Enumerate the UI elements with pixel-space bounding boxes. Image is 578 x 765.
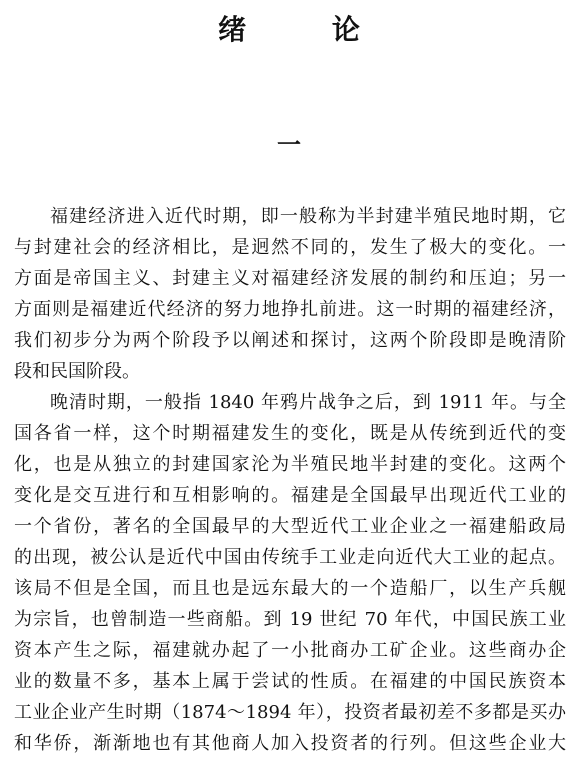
text-line: 和华侨，渐渐地也有其他商人加入投资者的行列。但这些企业大 <box>14 733 566 754</box>
text-line: 一个省份，著名的全国最早的大型近代工业企业之一福建船政局 <box>14 516 566 537</box>
section-number: 一 <box>277 131 301 159</box>
text-line: 方面则是福建近代经济的努力地挣扎前进。这一时期的福建经济， <box>14 299 566 320</box>
text-line: 国各省一样，这个时期福建发生的变化，既是从传统到近代的变 <box>14 423 566 444</box>
text-line: 化，也是从独立的封建国家沦为半殖民地半封建的变化。这两个 <box>14 454 566 475</box>
text-line: 为宗旨，也曾制造一些商船。到 19 世纪 70 年代，中国民族工业 <box>14 609 566 630</box>
chapter-title: 绪 论 <box>218 13 398 46</box>
body-text <box>14 201 566 759</box>
text-line: 与封建社会的经济相比，是迥然不同的，发生了极大的变化。一 <box>14 237 566 258</box>
text-line: 的出现，被公认是近代中国由传统手工业走向近代大工业的起点。 <box>14 547 566 568</box>
text-line: 福建经济进入近代时期，即一般称为半封建半殖民地时期，它 <box>50 206 566 227</box>
text-line: 晚清时期，一般指 1840 年鸦片战争之后，到 1911 年。与全 <box>50 392 566 413</box>
text-line: 工业企业产生时期（1874～1894 年），投资者最初差不多都是买办 <box>14 702 566 723</box>
text-line: 该局不但是全国，而且也是远东最大的一个造船厂，以生产兵舰 <box>14 578 566 599</box>
text-line: 方面是帝国主义、封建主义对福建经济发展的制约和压迫；另一 <box>14 268 566 289</box>
text-line: 变化是交互进行和互相影响的。福建是全国最早出现近代工业的 <box>14 485 566 506</box>
text-line: 段和民国阶段。 <box>14 361 140 382</box>
text-line: 业的数量不多，基本上属于尝试的性质。在福建的中国民族资本 <box>14 671 566 692</box>
text-line: 资本产生之际，福建就办起了一小批商办工矿企业。这些商办企 <box>14 640 566 661</box>
text-line: 我们初步分为两个阶段予以阐述和探讨，这两个阶段即是晚清阶 <box>14 330 566 351</box>
